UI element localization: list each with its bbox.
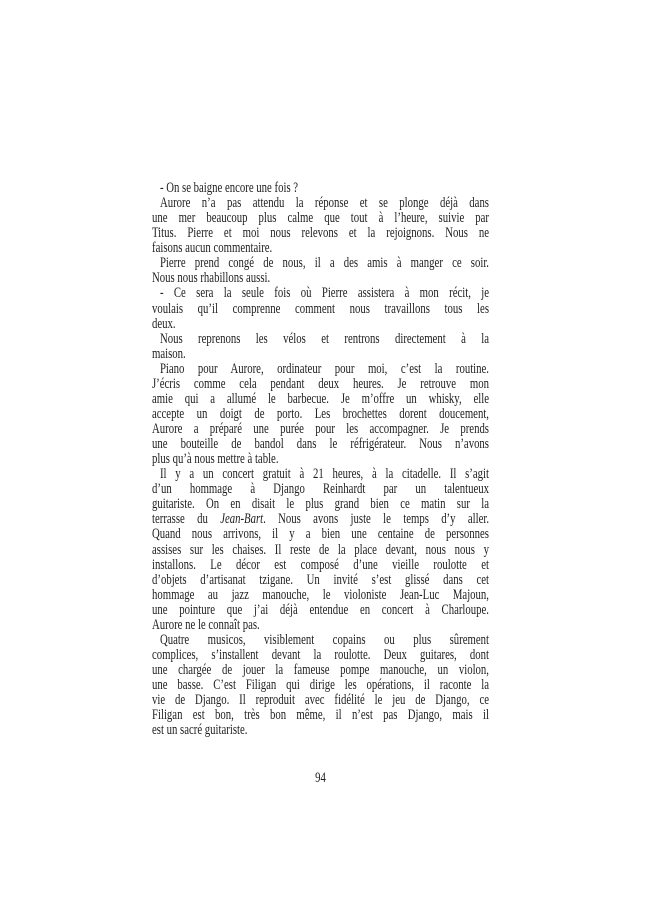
text-line: maison. bbox=[152, 345, 186, 362]
text-line: Filigan est bon, très bon même, il n’est pas Django, mais il bbox=[152, 707, 489, 724]
text-line: accepte un doigt de porto. Les brochettes dorent doucement, bbox=[152, 405, 489, 422]
text-line: Pierre prend congé de nous, il a des amis à manger ce soir. bbox=[159, 255, 489, 272]
text-line bbox=[152, 512, 489, 527]
text-line: assises sur les chaises. Il reste de la place devant, nous nous y bbox=[152, 541, 489, 558]
text-line: hommage au jazz manouche, le violoniste Jean-Luc Majoun, bbox=[152, 586, 489, 603]
text-line: Aurore ne le connaît pas. bbox=[152, 616, 260, 633]
text-line: Aurore n’a pas attendu la réponse et se plonge déjà dans bbox=[159, 195, 489, 212]
text-line: Piano pour Aurore, ordinateur pour moi, c’est la routine. bbox=[159, 360, 489, 377]
text-line: une mer beaucoup plus calme que tout à l’heure, suivie par bbox=[152, 210, 489, 227]
text-line: deux. bbox=[152, 315, 176, 332]
text-line: Titus. Pierre et moi nous relevons et la rejoignons. Nous ne bbox=[152, 225, 489, 242]
text-line: voulais qu’il comprenne comment nous travaillons tous les bbox=[152, 300, 489, 317]
text-line: - Ce sera la seule fois où Pierre assistera à mon récit, je bbox=[159, 285, 489, 302]
text-line: Quatre musicos, visiblement copains ou plus sûrement bbox=[159, 631, 489, 648]
text-line: est un sacré guitariste. bbox=[152, 722, 248, 739]
text-line: une basse. C’est Filigan qui dirige les opérations, il raconte la bbox=[152, 677, 489, 694]
text-line: Aurore a préparé une purée pour les accompagner. Je prends bbox=[152, 421, 489, 437]
text-line: guitariste. On en disait le plus grand bien ce matin sur la bbox=[152, 496, 489, 513]
text-line: une chargée de jouer la fameuse pompe manouche, un violon, bbox=[152, 662, 489, 678]
text-segment: terrasse du bbox=[152, 511, 221, 528]
page-number: 94 bbox=[315, 770, 326, 787]
text-line: faisons aucun commentaire. bbox=[152, 240, 273, 257]
text-line: Nous reprenons les vélos et rentrons directement à la bbox=[159, 330, 489, 347]
text-line: installons. Le décor est composé d’une vieille roulotte et bbox=[152, 556, 489, 573]
text-line: J’écris comme cela pendant deux heures. Je retrouve mon bbox=[152, 375, 489, 392]
text-line: Nous nous rhabillons aussi. bbox=[152, 270, 271, 287]
text-line: plus qu’à nous mettre à table. bbox=[152, 451, 279, 468]
boat-name-italic: Jean-Bart bbox=[220, 511, 264, 528]
text-line: - On se baigne encore une fois ? bbox=[159, 180, 299, 196]
text-line: d’objets d’artisanat tzigane. Un invité s’est glissé dans cet bbox=[152, 571, 489, 588]
text-line: vie de Django. Il reproduit avec fidélité le jeu de Django, ce bbox=[152, 692, 489, 709]
text-line: complices, s’installent devant la roulotte. Deux guitares, dont bbox=[152, 646, 489, 663]
text-segment: . Nous avons juste le temps d’y aller. bbox=[263, 511, 490, 528]
text-line: une pointure que j’ai déjà entendue en concert à Charloupe. bbox=[152, 601, 489, 618]
text-line: Quand nous arrivons, il y a bien une centaine de personnes bbox=[152, 526, 489, 543]
text-line: une bouteille de bandol dans le réfrigérateur. Nous n’avons bbox=[152, 436, 489, 453]
text-line: d’un hommage à Django Reinhardt par un talentueux bbox=[152, 481, 489, 498]
page-text-block bbox=[152, 181, 489, 786]
text-line: Il y a un concert gratuit à 21 heures, à la citadelle. Il s’agit bbox=[159, 466, 489, 483]
text-line: amie qui a allumé le barbecue. Je m’offre un whisky, elle bbox=[152, 390, 489, 407]
